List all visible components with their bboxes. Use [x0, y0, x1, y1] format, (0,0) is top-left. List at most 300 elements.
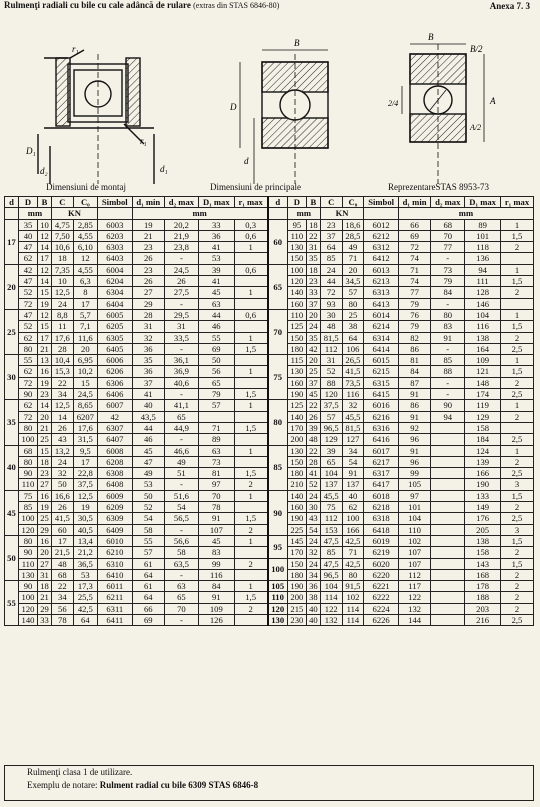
table-cell: 14	[51, 411, 73, 422]
table-cell: 62	[342, 502, 364, 513]
table-cell: 1,5	[500, 535, 533, 546]
table-cell: 76	[398, 309, 430, 320]
table-cell: 1,5	[500, 321, 533, 332]
table-cell: 85	[18, 502, 37, 513]
table-cell: 32	[342, 400, 364, 411]
table-cell: 6204	[97, 276, 132, 287]
table-cell: 73	[431, 264, 465, 275]
table-cell: 1	[500, 355, 533, 366]
table-cell: 55	[18, 355, 37, 366]
table-cell: 42,5	[342, 535, 364, 546]
table-cell: 23	[320, 219, 342, 230]
column-header: D	[18, 197, 37, 208]
table-cell: 84	[431, 287, 465, 298]
table-cell: 18	[38, 581, 52, 592]
principal-drawing	[240, 50, 328, 184]
table-cell: 96	[398, 456, 430, 467]
table-cell: 2	[500, 502, 533, 513]
mounting-drawing	[38, 50, 154, 184]
table-cell: 41,5	[51, 513, 73, 524]
table-cell: 146	[465, 298, 501, 309]
table-cell: 20	[73, 343, 97, 354]
table-cell: 114	[320, 592, 342, 603]
table-cell: 1	[500, 445, 533, 456]
table-cell: 6221	[364, 581, 399, 592]
column-header: d	[268, 197, 288, 208]
table-cell: 216	[465, 614, 501, 625]
table-cell: 48	[306, 434, 320, 445]
table-cell: 90	[18, 389, 37, 400]
table-cell: 6317	[364, 468, 399, 479]
table-cell: 80	[18, 343, 37, 354]
table-cell: 36	[306, 581, 320, 592]
table-cell: 115	[287, 355, 306, 366]
table-cell: 81,5	[320, 332, 342, 343]
table-cell: 24	[306, 535, 320, 546]
table-cell: 18	[306, 219, 320, 230]
table-cell: 42	[306, 343, 320, 354]
table-cell: 16	[38, 535, 52, 546]
table-cell: 64	[73, 614, 97, 625]
table-cell	[234, 569, 267, 580]
table-cell: 12	[73, 253, 97, 264]
table-cell: 41	[198, 276, 234, 287]
table-cell: 18,6	[342, 219, 364, 230]
table-cell: 180	[287, 569, 306, 580]
table-cell	[431, 581, 465, 592]
bore-diameter-cell: 17	[5, 219, 19, 264]
table-cell: 14	[38, 242, 52, 253]
table-cell: 6412	[364, 253, 399, 264]
table-cell: -	[164, 434, 198, 445]
table-cell: 10	[51, 276, 73, 287]
column-header: B	[306, 197, 320, 208]
table-cell: 79	[198, 389, 234, 400]
table-row	[5, 490, 534, 501]
svg-text:A/2: A/2	[470, 123, 482, 132]
table-cell: 180	[287, 343, 306, 354]
table-cell: 130	[287, 445, 306, 456]
table-cell: 17	[51, 535, 73, 546]
table-cell: 52	[320, 366, 342, 377]
svg-text:D: D	[230, 102, 237, 112]
table-cell: 6019	[364, 535, 399, 546]
table-cell: 19	[132, 219, 164, 230]
table-cell: 17,6	[73, 422, 97, 433]
table-cell: 14	[38, 400, 52, 411]
table-cell	[431, 490, 465, 501]
table-cell: 33	[306, 287, 320, 298]
table-cell: 158	[465, 547, 501, 558]
table-cell: 52	[18, 287, 37, 298]
table-cell: 1	[234, 366, 267, 377]
table-cell: 112	[320, 513, 342, 524]
table-cell: 129	[465, 411, 501, 422]
table-cell: 82	[398, 332, 430, 343]
table-cell: 47	[132, 456, 164, 467]
table-row	[5, 592, 534, 603]
table-cell: 6213	[364, 276, 399, 287]
table-cell: 74	[398, 276, 430, 287]
table-cell: 40,5	[73, 524, 97, 535]
table-cell: 6216	[364, 411, 399, 422]
table-cell: 29	[132, 298, 164, 309]
table-cell: 43,5	[132, 411, 164, 422]
table-cell: 104	[320, 468, 342, 479]
bore-diameter-cell: 50	[5, 535, 19, 580]
table-cell: 61	[132, 581, 164, 592]
table-cell: 9,5	[73, 445, 97, 456]
table-cell	[234, 298, 267, 309]
table-cell: 23,8	[164, 242, 198, 253]
table-cell: 37	[306, 298, 320, 309]
table-cell: 66	[398, 219, 430, 230]
table-cell: 91,5	[342, 581, 364, 592]
table-cell: 6303	[97, 242, 132, 253]
table-cell: 122	[320, 603, 342, 614]
table-cell: 72	[398, 242, 430, 253]
table-cell: 40	[306, 614, 320, 625]
table-cell: 68	[431, 219, 465, 230]
table-cell: 20	[38, 411, 52, 422]
table-cell: 46	[198, 321, 234, 332]
table-cell: 97	[198, 479, 234, 490]
table-cell: 34	[51, 592, 73, 603]
table-cell: 132	[320, 614, 342, 625]
table-cell: 36	[132, 366, 164, 377]
table-cell: 125	[287, 400, 306, 411]
table-cell: 6014	[364, 309, 399, 320]
header	[4, 0, 536, 14]
table-cell: 2	[500, 287, 533, 298]
table-cell: 25	[38, 434, 52, 445]
table-cell: 117	[398, 581, 430, 592]
table-cell	[234, 355, 267, 366]
column-header: d₂ max	[431, 197, 465, 208]
table-cell: 44	[198, 309, 234, 320]
table-cell: 74	[398, 253, 430, 264]
table-cell: 24	[320, 264, 342, 275]
table-cell: 22	[51, 581, 73, 592]
table-row	[5, 558, 534, 569]
table-cell: 6020	[364, 558, 399, 569]
table-cell: 19	[73, 502, 97, 513]
table-cell: 6417	[364, 479, 399, 490]
table-cell: 69	[132, 614, 164, 625]
page-source: (extras din STAS 6846-80)	[193, 1, 280, 10]
table-cell: 114	[342, 603, 364, 614]
svg-text:2/4: 2/4	[388, 99, 399, 108]
table-cell: 116	[198, 569, 234, 580]
table-cell: 12	[38, 230, 52, 241]
table-cell: 36,9	[164, 366, 198, 377]
table-cell: 44	[320, 276, 342, 287]
table-cell: 31	[320, 355, 342, 366]
table-cell: 73,5	[342, 377, 364, 388]
table-cell: 40	[306, 603, 320, 614]
table-cell: 164	[465, 343, 501, 354]
svg-text:B/2: B/2	[470, 44, 483, 54]
bore-diameter-cell: 55	[5, 581, 19, 626]
table-cell: 62	[18, 366, 37, 377]
table-cell: 58	[132, 524, 164, 535]
table-cell: 107	[398, 558, 430, 569]
table-cell: 109	[465, 355, 501, 366]
table-cell: 91	[198, 513, 234, 524]
table-cell: 124	[465, 445, 501, 456]
table-cell: 77	[431, 242, 465, 253]
table-cell: 6309	[97, 513, 132, 524]
table-header-row	[5, 197, 534, 208]
table-cell: 1	[500, 219, 533, 230]
table-cell: 83	[431, 321, 465, 332]
table-cell: 101	[398, 502, 430, 513]
table-cell: 63	[198, 298, 234, 309]
table-cell	[234, 614, 267, 625]
table-cell: -	[164, 253, 198, 264]
table-cell: 27	[132, 287, 164, 298]
table-cell: 10	[38, 219, 52, 230]
table-cell: 101	[465, 230, 501, 241]
table-cell: 112	[320, 343, 342, 354]
table-cell: 150	[287, 253, 306, 264]
table-cell: 10,2	[73, 366, 97, 377]
table-cell: 1,5	[500, 366, 533, 377]
table-cell	[431, 456, 465, 467]
table-cell: 2	[500, 603, 533, 614]
table-cell: 170	[287, 547, 306, 558]
table-cell: -	[431, 343, 465, 354]
table-cell: 2	[234, 479, 267, 490]
table-cell	[234, 321, 267, 332]
table-cell: 37,5	[320, 400, 342, 411]
table-cell: 21	[38, 592, 52, 603]
table-cell: 6307	[97, 422, 132, 433]
table-cell: 160	[287, 377, 306, 388]
table-cell: 2,5	[500, 389, 533, 400]
table-cell: 71	[342, 547, 364, 558]
table-cell: 119	[465, 400, 501, 411]
table-cell: 1	[500, 264, 533, 275]
table-cell: 138	[465, 535, 501, 546]
table-cell: 22	[306, 230, 320, 241]
table-cell: 120	[18, 524, 37, 535]
table-cell: 73	[198, 456, 234, 467]
table-row	[5, 219, 534, 230]
table-cell: 6203	[97, 230, 132, 241]
table-cell: 150	[287, 456, 306, 467]
column-header: D₁ max	[198, 197, 234, 208]
table-cell: 2,85	[73, 219, 97, 230]
table-cell: 52	[306, 479, 320, 490]
table-cell: 184	[465, 434, 501, 445]
table-cell: 6017	[364, 445, 399, 456]
table-cell: 78	[51, 614, 73, 625]
table-cell: 26	[51, 502, 73, 513]
table-cell: 29	[38, 524, 52, 535]
table-cell: 43	[306, 513, 320, 524]
unit-mm: mm	[18, 208, 51, 219]
table-cell: 21,2	[73, 547, 97, 558]
table-cell: 140	[287, 411, 306, 422]
table-cell	[234, 456, 267, 467]
table-cell: 91	[398, 411, 430, 422]
table-cell: 1	[500, 309, 533, 320]
bore-diameter-cell: 110	[268, 592, 288, 603]
table-cell: 138	[465, 332, 501, 343]
table-cell: -	[164, 614, 198, 625]
table-cell: 2	[500, 547, 533, 558]
table-cell: 53	[73, 569, 97, 580]
table-cell: 0,3	[234, 219, 267, 230]
table-cell: 2,5	[500, 468, 533, 479]
table-cell	[234, 377, 267, 388]
table-cell: 6414	[364, 343, 399, 354]
table-cell: 137	[342, 479, 364, 490]
table-cell: 69	[198, 343, 234, 354]
table-cell: 1,5	[234, 592, 267, 603]
table-cell: 57	[198, 400, 234, 411]
table-cell: 27	[38, 558, 52, 569]
bore-diameter-cell: 35	[5, 400, 19, 445]
table-cell: 2,5	[500, 513, 533, 524]
table-cell: 153	[320, 524, 342, 535]
table-cell: 53	[132, 479, 164, 490]
table-cell: 64	[132, 569, 164, 580]
table-cell: 31	[164, 321, 198, 332]
unit-cell	[5, 208, 19, 219]
table-cell: 97	[398, 490, 430, 501]
table-cell: 200	[287, 592, 306, 603]
bore-diameter-cell: 90	[268, 490, 288, 535]
table-cell: 6013	[364, 264, 399, 275]
column-header: C₀	[73, 197, 97, 208]
table-cell: 84	[398, 366, 430, 377]
table-cell: 180	[287, 468, 306, 479]
table-cell: 1	[234, 287, 267, 298]
table-cell: 215	[287, 603, 306, 614]
table-cell: -	[431, 377, 465, 388]
table-cell: 129	[320, 434, 342, 445]
table-cell: 36,5	[73, 558, 97, 569]
table-cell: 12,5	[51, 287, 73, 298]
svg-text:r₁: r₁	[140, 136, 147, 146]
table-cell: 26	[164, 276, 198, 287]
table-cell: 24,5	[164, 264, 198, 275]
table-cell: 18	[38, 456, 52, 467]
bore-diameter-cell: 130	[268, 614, 288, 625]
table-cell: 17,3	[73, 581, 97, 592]
column-header: Simbol	[97, 197, 132, 208]
column-header: C	[51, 197, 73, 208]
table-cell: 17	[38, 253, 52, 264]
table-row	[5, 581, 534, 592]
table-cell: 110	[287, 309, 306, 320]
table-cell	[431, 422, 465, 433]
table-cell: 40	[132, 400, 164, 411]
svg-text:B: B	[428, 32, 434, 42]
table-cell: 100	[342, 513, 364, 524]
svg-text:D₁: D₁	[26, 146, 36, 156]
table-cell: 24	[51, 456, 73, 467]
table-cell: 23	[132, 242, 164, 253]
table-cell	[431, 592, 465, 603]
table-cell: 47	[18, 276, 37, 287]
table-cell: 225	[287, 524, 306, 535]
table-cell: 190	[287, 389, 306, 400]
table-cell: 6404	[97, 298, 132, 309]
unit-cell	[97, 208, 132, 219]
table-cell: 2,5	[500, 434, 533, 445]
table-row	[5, 535, 534, 546]
table-cell: 116	[465, 321, 501, 332]
table-cell: 70	[164, 603, 198, 614]
table-cell: 6308	[97, 468, 132, 479]
table-cell: 1	[234, 581, 267, 592]
table-cell: 2,5	[500, 614, 533, 625]
table-cell: 17	[73, 456, 97, 467]
table-cell: 12	[38, 309, 52, 320]
column-header: D₁ max	[465, 197, 501, 208]
table-cell: 1,5	[500, 558, 533, 569]
table-cell: 1	[234, 535, 267, 546]
table-cell: 121	[465, 366, 501, 377]
table-cell: 80	[18, 422, 37, 433]
table-cell: 144	[398, 614, 430, 625]
table-cell: 2	[500, 592, 533, 603]
unit-cell	[364, 208, 399, 219]
table-cell: 75	[320, 502, 342, 513]
svg-text:d₁: d₁	[160, 164, 168, 174]
table-cell: 96,5	[320, 569, 342, 580]
table-cell: 47	[18, 242, 37, 253]
bore-diameter-cell: 75	[268, 355, 288, 400]
table-cell: 100	[18, 434, 37, 445]
table-cell: 41,1	[164, 400, 198, 411]
table-cell: 26	[306, 411, 320, 422]
table-cell	[431, 445, 465, 456]
table-cell: 100	[18, 592, 37, 603]
table-cell: -	[431, 253, 465, 264]
table-cell: 35	[306, 332, 320, 343]
table-cell: 83	[198, 547, 234, 558]
table-cell: 110	[18, 479, 37, 490]
table-cell: 91	[398, 445, 430, 456]
table-cell: 65	[198, 377, 234, 388]
table-cell: 35	[306, 253, 320, 264]
table-cell: 133	[465, 490, 501, 501]
table-cell: 21	[132, 230, 164, 241]
table-cell: 210	[287, 479, 306, 490]
table-cell: 0,6	[234, 309, 267, 320]
table-cell: 6006	[97, 355, 132, 366]
table-cell: 48	[320, 321, 342, 332]
table-cell: 6305	[97, 332, 132, 343]
table-cell: 137	[320, 479, 342, 490]
table-cell: 93	[320, 298, 342, 309]
bore-diameter-cell: 65	[268, 264, 288, 309]
table-cell: 130	[287, 366, 306, 377]
column-header: r₁ max	[500, 197, 533, 208]
table-cell: 6218	[364, 502, 399, 513]
table-cell: 22,8	[73, 468, 97, 479]
table-cell: 132	[398, 603, 430, 614]
table-cell: 41,5	[342, 366, 364, 377]
table-cell: 80	[342, 569, 364, 580]
table-cell: 46	[132, 434, 164, 445]
table-cell: 2	[234, 603, 267, 614]
table-cell: 16,6	[51, 490, 73, 501]
